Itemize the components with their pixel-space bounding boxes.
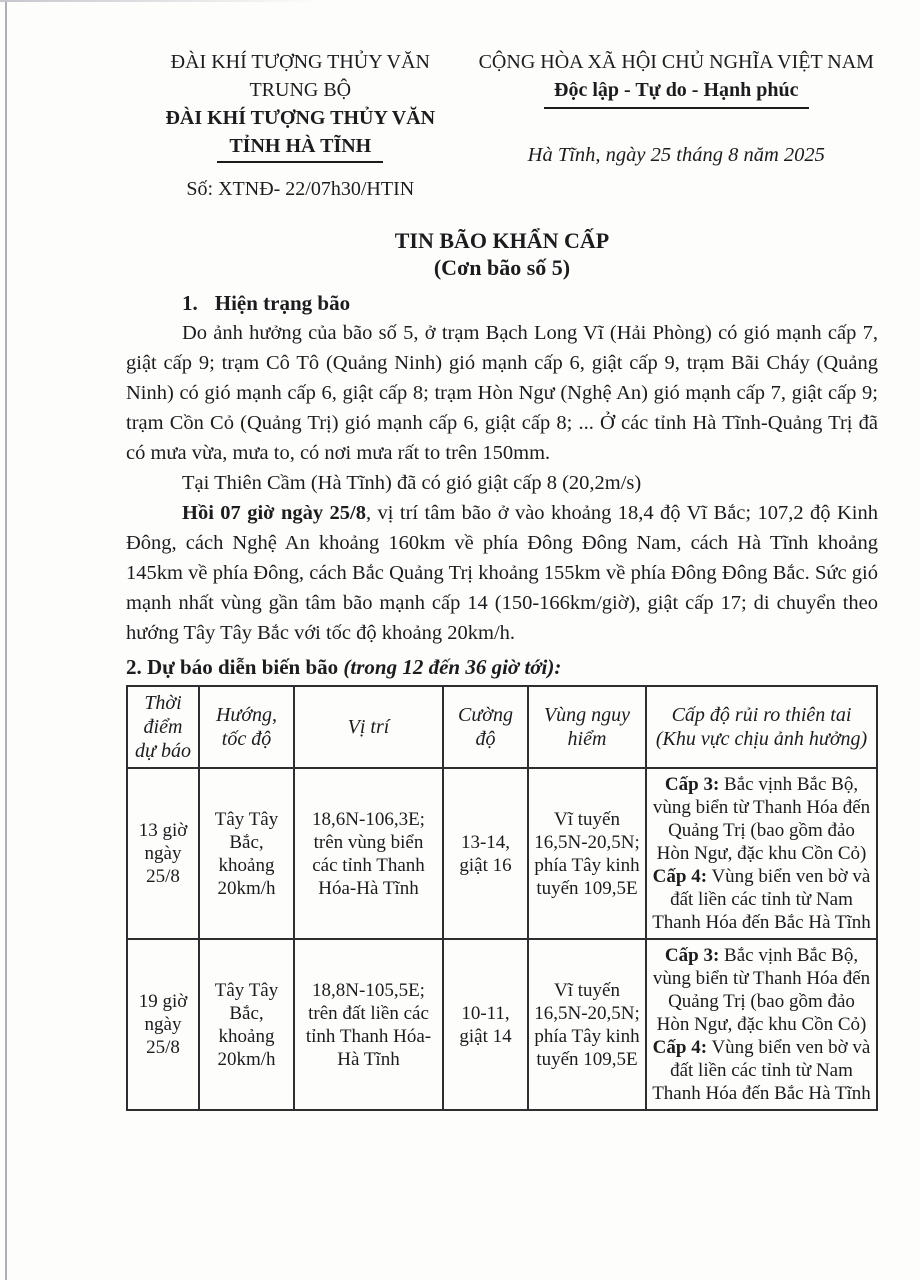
header-danger-zone: Vùng nguy hiểm <box>528 686 646 768</box>
cell-danger-zone: Vĩ tuyến 16,5N-20,5N; phía Tây kinh tuyến 109,5E <box>528 939 646 1110</box>
cell-position: 18,6N-106,3E; trên vùng biển các tỉnh Thanh Hóa-Hà Tĩnh <box>294 768 443 939</box>
header-direction-speed: Hướng, tốc độ <box>199 686 294 768</box>
cell-time: 13 giờ ngày 25/8 <box>127 768 199 939</box>
header-intensity: Cường độ <box>443 686 528 768</box>
document-header <box>126 48 878 203</box>
document-number: Số: XTNĐ- 22/07h30/HTIN <box>186 178 415 200</box>
section2-heading <box>126 653 878 682</box>
table-row <box>127 939 877 1110</box>
paragraph-storm-position <box>126 498 878 648</box>
issuing-agency-block <box>126 48 475 203</box>
risk-level-3: Cấp 3: Bắc vịnh Bắc Bộ, vùng biển từ Thanh Hóa đến Quảng Trị (bao gồm đảo Hòn Ngư, đặc khu Cồn Cỏ) <box>652 945 871 1035</box>
storm-position-text: , vị trí tâm bão ở vào khoảng 18,4 độ Vĩ Bắc; 107,2 độ Kinh Đông, cách Nghệ An khoảng 160km về phía Đông Đông Nam, cách Hà Tĩnh khoảng 145km về phía Đông, cách Bắc Quảng Trị khoảng 155km về phía Đông Đông Bắc. Sức gió mạnh nhất vùng gần tâm bão mạnh cấp 14 (150-166km/giờ), giật cấp 17; di chuyển theo hướng Tây Tây Bắc với tốc độ khoảng 20km/h. <box>126 502 878 644</box>
cell-direction: Tây Tây Bắc, khoảng 20km/h <box>199 768 294 939</box>
risk-level-3: Cấp 3: Bắc vịnh Bắc Bộ, vùng biển từ Thanh Hóa đến Quảng Trị (bao gồm đảo Hòn Ngư, đặc khu Cồn Cỏ) <box>652 774 871 864</box>
table-row <box>127 768 877 939</box>
header-position: Vị trí <box>294 686 443 768</box>
header-forecast-time: Thời điểm dự báo <box>127 686 199 768</box>
national-motto: Độc lập - Tự do - Hạnh phúc <box>544 76 808 109</box>
national-header-block <box>475 48 878 203</box>
document-title-block <box>126 227 878 281</box>
scanned-page-top-edge <box>0 0 920 2</box>
cell-position: 18,8N-105,5E; trên đất liền các tỉnh Thanh Hóa-Hà Tĩnh <box>294 939 443 1110</box>
scanned-page-edge <box>5 0 7 1280</box>
cell-intensity: 10-11, giật 14 <box>443 939 528 1110</box>
cell-risk-level <box>646 768 877 939</box>
section2-heading-italic: (trong 12 đến 36 giờ tới): <box>343 655 562 679</box>
risk-level-4: Cấp 4: Vùng biển ven bờ và đất liền các tỉnh từ Nam Thanh Hóa đến Bắc Hà Tĩnh <box>652 866 871 933</box>
storm-time-bold: Hồi 07 giờ ngày 25/8 <box>182 502 366 524</box>
agency-name-line2: TỈNH HÀ TĨNH <box>126 132 475 163</box>
national-motto-wrap <box>475 76 878 109</box>
document-subtitle: (Cơn bão số 5) <box>433 255 571 280</box>
section2-heading-bold: 2. Dự báo diễn biến bão <box>126 655 344 679</box>
agency-name-line1: ĐÀI KHÍ TƯỢNG THỦY VĂN <box>165 107 436 129</box>
country-name: CỘNG HÒA XÃ HỘI CHỦ NGHĨA VIỆT NAM <box>478 51 874 73</box>
paragraph-current-status: Do ảnh hưởng của bão số 5, ở trạm Bạch Long Vĩ (Hải Phòng) có gió mạnh cấp 7, giật cấp 9; trạm Cô Tô (Quảng Ninh) gió mạnh cấp 6, giật cấp 9, trạm Bãi Cháy (Quảng Ninh) có gió mạnh cấp 6, giật cấp 8; trạm Hòn Ngư (Nghệ An) gió mạnh cấp 7, giật cấp 9; trạm Cồn Cỏ (Quảng Trị) gió mạnh cấp 6, giật cấp 8; ... Ở các tỉnh Hà Tĩnh-Quảng Trị đã có mưa vừa, mưa to, có nơi mưa rất to trên 150mm. <box>126 322 878 464</box>
section1-number: 1. <box>182 291 198 315</box>
agency-parent-line2: TRUNG BỘ <box>249 79 352 101</box>
forecast-table <box>126 685 878 1111</box>
document-title: TIN BÃO KHẨN CẤP <box>394 228 610 253</box>
cell-intensity: 13-14, giật 16 <box>443 768 528 939</box>
section1-heading-text: Hiện trạng bão <box>214 291 351 315</box>
risk-level-4: Cấp 4: Vùng biển ven bờ và đất liền các tỉnh từ Nam Thanh Hóa đến Bắc Hà Tĩnh <box>652 1037 871 1104</box>
place-dateline: Hà Tĩnh, ngày 25 tháng 8 năm 2025 <box>527 144 825 166</box>
cell-risk-level <box>646 939 877 1110</box>
section1-heading <box>126 289 878 318</box>
forecast-table-header-row <box>127 686 877 768</box>
cell-direction: Tây Tây Bắc, khoảng 20km/h <box>199 939 294 1110</box>
header-risk-level: Cấp độ rủi ro thiên tai (Khu vực chịu ảnh hưởng) <box>646 686 877 768</box>
cell-time: 19 giờ ngày 25/8 <box>127 939 199 1110</box>
agency-parent-line1: ĐÀI KHÍ TƯỢNG THỦY VĂN <box>170 51 430 73</box>
paragraph-thien-cam: Tại Thiên Cầm (Hà Tĩnh) đã có gió giật cấp 8 (20,2m/s) <box>182 472 642 494</box>
cell-danger-zone: Vĩ tuyến 16,5N-20,5N; phía Tây kinh tuyến 109,5E <box>528 768 646 939</box>
